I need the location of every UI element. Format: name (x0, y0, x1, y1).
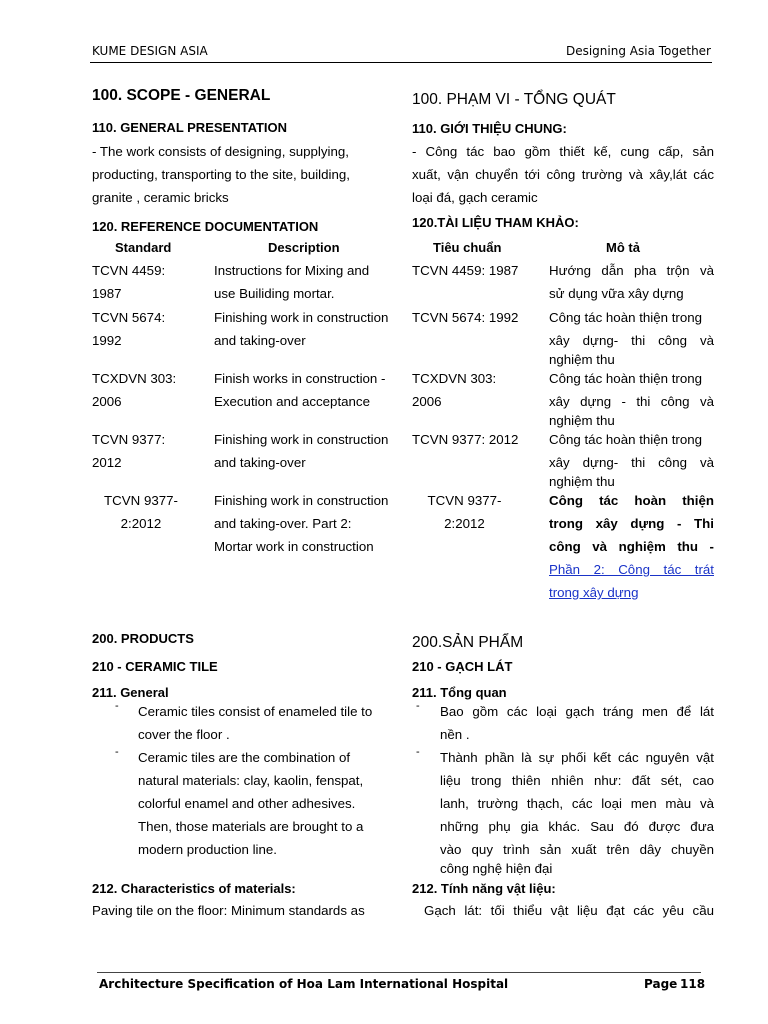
en-row-desc: Finishing work in construction and taking-over (214, 310, 389, 348)
vi-heading-211: 211. Tổng quan (412, 685, 507, 700)
en-heading-120: 120. REFERENCE DOCUMENTATION (92, 219, 319, 234)
vi-paragraph-212: Gạch lát: tối thiểu vật liệu đạt các yêu cầu (424, 903, 714, 918)
vi-row-desc: Công tác hoàn thiện trong xây dựng- thi công và nghiệm thu (549, 432, 714, 489)
bullet-dash: - (416, 746, 420, 758)
en-bullet: Ceramic tiles consist of enameled tile to cover the floor . (138, 704, 373, 742)
en-p110-line: producting, transporting to the site, building, (92, 167, 350, 182)
vi-heading-120: 120.TÀI LIỆU THAM KHẢO: (412, 215, 579, 230)
vi-row-std: TCVN 5674: 1992 (412, 310, 519, 325)
vi-doc-link[interactable]: trong xây dựng (549, 585, 639, 600)
vi-bullet: Thành phần là sự phối kết các nguyên vật liệu trong thiên nhiên như: đất sét, cao lanh, trường thạch, các loại men màu và những phụ gia khác. Sau đó được đưa vào quy trình sản xuất trên dây chuyền công nghệ hiện đại (440, 750, 714, 876)
vi-heading-210: 210 - GẠCH LÁT (412, 659, 513, 674)
en-p110-line: granite , ceramic bricks (92, 190, 229, 205)
en-row-std: TCVN 9377- 2:2012 (104, 493, 178, 531)
vi-row-std: TCVN 4459: 1987 (412, 263, 519, 278)
en-row-desc: Finish works in construction - Execution and acceptance (214, 371, 386, 409)
en-bullet: Ceramic tiles are the combination of natural materials: clay, kaolin, fenspat, colorful enamel and other adhesives. Then, those materials are brought to a modern production line. (138, 750, 364, 857)
vi-doc-link[interactable]: Phần 2: Công tác trát (549, 562, 714, 577)
bullet-dash: - (416, 700, 420, 712)
vi-heading-200: 200.SẢN PHẨM (412, 634, 524, 651)
vi-bullet: Bao gồm các loại gạch tráng men để lát nền . (440, 704, 714, 742)
en-p110-line: - The work consists of designing, supplying, (92, 144, 349, 159)
en-heading-212: 212. Characteristics of materials: (92, 881, 296, 896)
vi-heading-110: 110. GIỚI THIỆU CHUNG: (412, 121, 567, 136)
en-row-std: TCVN 5674: 1992 (92, 310, 166, 348)
bullet-dash: - (115, 746, 119, 758)
en-row-std: TCVN 9377: 2012 (92, 432, 166, 470)
en-col-description: Description (268, 240, 340, 255)
en-heading-211: 211. General (92, 685, 169, 700)
en-row-std: TCVN 4459: 1987 (92, 263, 166, 301)
en-heading-100: 100. SCOPE - GENERAL (92, 87, 271, 104)
vi-row-std: TCVN 9377- 2:2012 (427, 493, 502, 531)
footer-document-title: Architecture Specification of Hoa Lam International Hospital (99, 977, 509, 991)
en-heading-110: 110. GENERAL PRESENTATION (92, 120, 288, 135)
vi-col-description: Mô tả (606, 240, 640, 255)
header-rule (90, 62, 712, 63)
bullet-dash: - (115, 700, 119, 712)
en-row-desc: Finishing work in construction and taking-over. Part 2: Mortar work in construction (214, 493, 389, 554)
header-company: KUME DESIGN ASIA (92, 44, 208, 58)
vi-row-desc: Hướng dẫn pha trộn và sử dụng vữa xây dựng (549, 263, 714, 301)
en-heading-210: 210 - CERAMIC TILE (92, 659, 218, 674)
vi-heading-100: 100. PHẠM VI - TỔNG QUÁT (412, 91, 616, 108)
en-row-desc: Instructions for Mixing and use Builiding mortar. (214, 263, 370, 301)
en-col-standard: Standard (115, 240, 172, 255)
vi-row-desc: Công tác hoàn thiện trong xây dựng - Thi công và nghiệm thu - Phần 2: Công tác trát trong xây dựng (549, 489, 714, 604)
en-row-std: TCXDVN 303: 2006 (92, 371, 177, 409)
footer-page-label: Page (644, 977, 678, 991)
en-row-desc: Finishing work in construction and taking-over (214, 432, 389, 470)
vi-row-desc: Công tác hoàn thiện trong xây dựng- thi công và nghiệm thu (549, 310, 714, 367)
en-heading-200: 200. PRODUCTS (92, 631, 194, 646)
vi-row-std: TCXDVN 303: 2006 (412, 371, 497, 409)
en-paragraph-110 (92, 140, 350, 209)
vi-col-standard: Tiêu chuẩn (433, 240, 502, 255)
vi-row-desc: Công tác hoàn thiện trong xây dựng - thi công và nghiệm thu (549, 371, 714, 428)
header-tagline: Designing Asia Together (565, 44, 711, 58)
footer-rule (97, 972, 701, 973)
vi-heading-212: 212. Tính năng vật liệu: (412, 881, 556, 896)
en-paragraph-212: Paving tile on the floor: Minimum standards as (92, 903, 365, 918)
footer-page-number: 118 (680, 977, 706, 991)
vi-paragraph-110: - Công tác bao gồm thiết kế, cung cấp, sản xuất, vận chuyển tới công trường và xây,lát các loại đá, gạch ceramic (412, 144, 714, 205)
vi-row-std: TCVN 9377: 2012 (412, 432, 519, 447)
